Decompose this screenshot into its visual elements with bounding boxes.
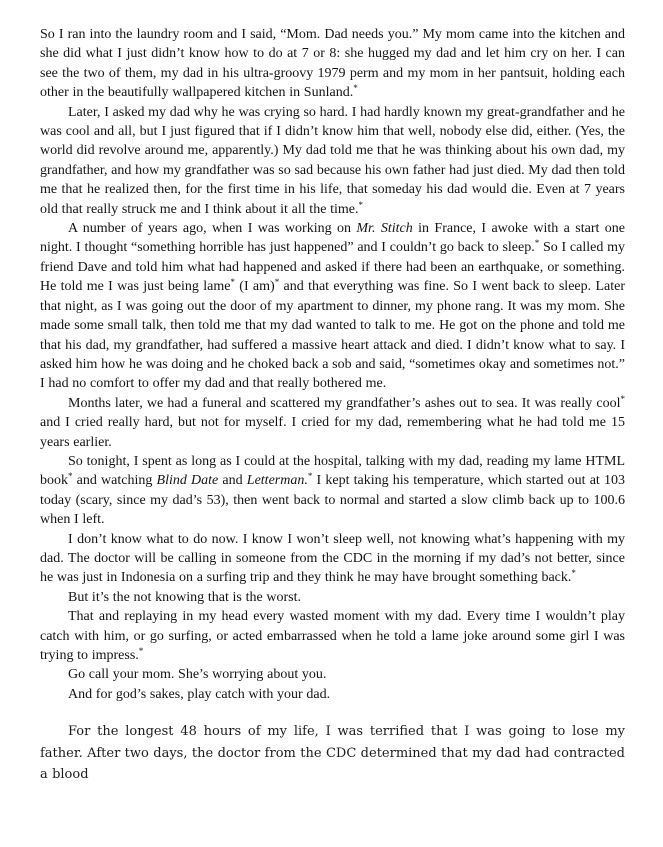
footnote-marker: * [138,646,144,656]
paragraph [40,665,625,684]
text-segment: and watching [72,473,157,489]
paragraph [40,607,625,665]
paragraph [40,219,625,394]
text-segment: and I cried really hard, but not for myself. I cried for my dad, remembering what he had told me 15 years earlier. [40,415,625,450]
text-segment: And for god’s sakes, play catch with your dad. [68,686,331,702]
paragraph [40,25,625,103]
text-segment: I kept taking his temperature, which started out at 103 today (scary, since my dad’s 53), then went back to normal and started a slow climb back up to 100.6 when I left. [40,473,625,528]
paragraph [40,394,625,452]
paragraph [40,530,625,588]
paragraph [40,588,625,607]
paragraph [40,452,625,530]
text-segment: Months later, we had a funeral and scattered my grandfather’s ashes out to sea. It was really cool [68,395,621,411]
italic-title: Letterman. [246,473,308,489]
paragraph [40,685,625,704]
text-segment: Go call your mom. She’s worrying about you. [68,667,327,683]
footnote-marker: * [571,568,576,579]
text-segment: A number of years ago, when I was working on [68,221,357,237]
paragraph [40,103,625,219]
footnote-marker: * [68,471,73,482]
text-segment: and that everything was fine. So I went back to sleep. Later that night, as I was going out the door of my apartment to dinner, my phone rang. It was my mom. She made some small talk, then told me that my dad wanted to talk to me. He got on the phone and told me that his dad, my grandfather, had suffered a massive heart attack and died. I didn’t know what to say. I asked him how he was doing and he choked back a sob and said, “sometimes okay and sometimes not.” I had no comfort to offer my dad and that really bothered me. [40,279,625,392]
text-segment: I don’t know what to do now. I know I won’t sleep well, not knowing what’s happening with my dad. The doctor will be calling in someone from the CDC in the morning if my dad’s not better, since he was just in Indonesia on a surfing trip and they think he may have brought something back. [40,531,625,586]
footnote-marker: * [307,471,313,482]
footnote-marker: * [230,277,235,288]
footnote-marker: * [620,393,625,404]
text-segment: So I ran into the laundry room and I said, “Mom. Dad needs you.” My mom came into the kitchen and she did what I just didn’t know how to do at 7 or 8: she hugged my dad and let him cry on her. I can see the two of them, my dad in his ultra-groovy 1979 perm and my mom in her pantsuit, holding each other in the beautifully wallpapered kitchen in Sunland. [40,27,625,101]
text-segment: Later, I asked my dad why he was crying so hard. I had hardly known my great-grandfather and he was cool and all, but I just figured that if I didn’t know him that well, nobody else did, either. (Yes, the world did revolve around me, apparently.) My dad told me that he was thinking about his own dad, my grandfather, and how my grandfather was so sad because his own father had just died. My dad then told me that he realized then, for the first time in his life, that someday his dad would die. Even at 7 years old that really struck me and I think about it all the time. [40,104,625,217]
text-segment: But it’s the not knowing that is the worst. [68,589,301,605]
footnote-marker: * [358,199,363,210]
text-segment: That and replaying in my head every wasted moment with my dad. Every time I wouldn’t play catch with him, or go surfing, or acted embarrassed when he told a lame joke around some girl I was trying to impress. [40,609,625,663]
paragraph [40,721,625,786]
text-segment: and [218,473,247,489]
page-text [40,25,625,786]
text-segment: For the longest 48 hours of my life, I was terrified that I was going to lose my father. After two days, the doctor from the CDC determined that my dad had contracted a blood [40,724,625,783]
footnote-marker: * [274,277,280,288]
text-segment: (I am) [234,279,275,295]
italic-title: Blind Date [156,473,219,489]
text-segment: So I called my friend Dave and told him what had happened and asked if there had been an earthquake, or something. He told me I was just being lame [40,240,625,295]
footnote-marker: * [534,238,540,249]
footnote-marker: * [353,83,358,94]
italic-title: Mr. Stitch [356,221,413,237]
text-segment: in France, I awoke with a start one night. I thought “something horrible has just happened” and I couldn’t go back to sleep. [40,221,625,256]
text-segment: So tonight, I spent as long as I could at the hospital, talking with my dad, reading my lame HTML book [40,453,625,489]
